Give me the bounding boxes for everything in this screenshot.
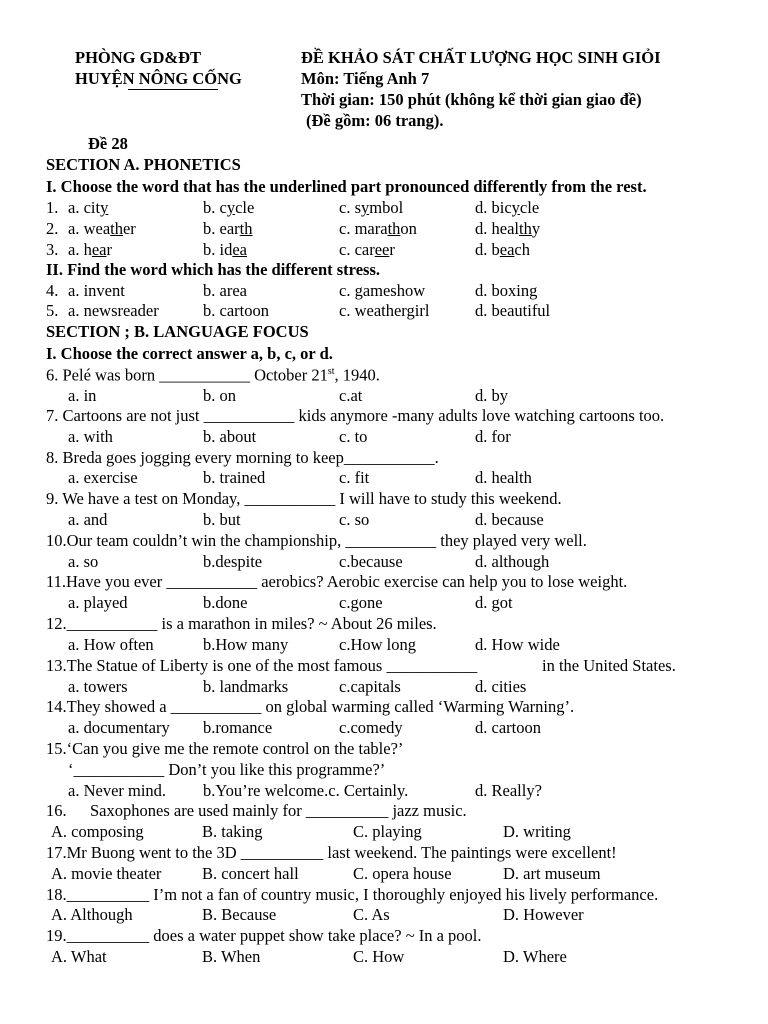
question-options [0, 907, 768, 927]
exam-title: ĐỀ KHẢO SÁT CHẤT LƯỢNG HỌC SINH GIỎI [301, 48, 661, 67]
option-a: A. What [51, 947, 107, 966]
option-b: b. cycle [203, 198, 255, 217]
option-c: c. marathon [339, 219, 417, 238]
stress-instruction: II. Find the word which has the different stress. [46, 260, 380, 279]
option-b: b.romance [203, 718, 273, 737]
question-number: 3. [46, 240, 59, 259]
option-d: d. because [475, 510, 544, 529]
option-b: B. concert hall [202, 864, 299, 883]
option-a: a. so [68, 552, 99, 571]
question-text: 10.Our team couldn’t win the championship, ___________ they played very well. [46, 531, 587, 550]
question-options [0, 949, 768, 969]
section-a-title: SECTION A. PHONETICS [46, 155, 241, 174]
question-options [0, 866, 768, 886]
option-a: a. newsreader [68, 301, 159, 320]
question-text: Saxophones are used mainly for __________ jazz music. [90, 801, 467, 820]
option-a: a. invent [68, 281, 125, 300]
header-divider [128, 89, 218, 90]
option-d: d. beach [475, 240, 530, 259]
option-b: B. Because [202, 905, 277, 924]
option-a: A. movie theater [51, 864, 162, 883]
option-c: c. fit [339, 468, 370, 487]
question-text: 15.‘Can you give me the remote control on the table?’ [46, 739, 404, 758]
option-a: a. in [68, 386, 97, 405]
question-row [0, 242, 768, 262]
option-c: c.capitals [339, 677, 401, 696]
option-d: d. got [475, 593, 513, 612]
option-a: A. Although [51, 905, 133, 924]
option-a: a. documentary [68, 718, 170, 737]
question-text: 12.___________ is a marathon in miles? ~ About 26 miles. [46, 614, 437, 633]
option-a: a. with [68, 427, 113, 446]
option-d: d. beautiful [475, 301, 551, 320]
question-options [0, 783, 768, 803]
question-text-tail: in the United States. [542, 656, 676, 675]
question-text: 13.The Statue of Liberty is one of the most famous ___________ [46, 656, 478, 675]
option-d: D. However [503, 905, 584, 924]
option-d: d. cities [475, 677, 527, 696]
question-options [0, 512, 768, 532]
question-number: 2. [46, 219, 59, 238]
question-text: 19.__________ does a water puppet show take place? ~ In a pool. [46, 926, 482, 945]
question-options [0, 429, 768, 449]
option-a: a. weather [68, 219, 136, 238]
option-b: b. on [203, 386, 236, 405]
option-d: d. bicycle [475, 198, 540, 217]
option-c: C. How [353, 947, 405, 966]
option-a: a. Never mind. [68, 781, 167, 800]
option-b: B. taking [202, 822, 263, 841]
question-row [0, 200, 768, 220]
option-d: d. cartoon [475, 718, 541, 737]
question-options [0, 720, 768, 740]
option-c: c.because [339, 552, 403, 571]
option-b: b.despite [203, 552, 263, 571]
option-c: C. opera house [353, 864, 452, 883]
question-text-line-2: ‘___________ Don’t you like this programme?’ [68, 760, 386, 779]
dept-line-2: HUYỆN NÔNG CỐNG [75, 69, 242, 88]
exam-subject: Môn: Tiếng Anh 7 [301, 69, 430, 88]
option-a: a. hear [68, 240, 112, 259]
question-options [0, 595, 768, 615]
question-text: 18.__________ I’m not a fan of country music, I thoroughly enjoyed his lively performance. [46, 885, 659, 904]
option-d: d. although [475, 552, 550, 571]
option-a: a. exercise [68, 468, 138, 487]
section-b-title: SECTION ; B. LANGUAGE FOCUS [46, 322, 309, 341]
phonetics-instruction: I. Choose the word that has the underlined part pronounced differently from the rest. [46, 177, 647, 196]
option-c: c. so [339, 510, 370, 529]
option-b: B. When [202, 947, 261, 966]
option-d: d. boxing [475, 281, 538, 300]
option-c: C. playing [353, 822, 422, 841]
question-options [0, 637, 768, 657]
option-c: c. weathergirl [339, 301, 430, 320]
option-c: c. to [339, 427, 368, 446]
option-b: b. cartoon [203, 301, 269, 320]
question-number: 1. [46, 198, 59, 217]
option-c: c. gameshow [339, 281, 426, 300]
option-c: c. career [339, 240, 395, 259]
option-b: b.How many [203, 635, 289, 654]
option-b: b. trained [203, 468, 266, 487]
option-d: d. How wide [475, 635, 560, 654]
exam-time: Thời gian: 150 phút (không kể thời gian giao đề) [301, 90, 642, 109]
question-text: 17.Mr Buong went to the 3D __________ last weekend. The paintings were excellent! [46, 843, 617, 862]
exam-pages: (Đề gồm: 06 trang). [306, 111, 444, 130]
option-a: a. How often [68, 635, 154, 654]
question-text: 7. Cartoons are not just ___________ kids anymore -many adults love watching cartoons too. [46, 406, 665, 425]
question-row [0, 221, 768, 241]
option-b-c: b.You’re welcome.c. Certainly. [203, 781, 409, 800]
option-c: c.gone [339, 593, 383, 612]
question-options [0, 679, 768, 699]
choice-instruction: I. Choose the correct answer a, b, c, or d. [46, 344, 333, 363]
question-number: 4. [46, 281, 59, 300]
question-options [0, 470, 768, 490]
option-b: b.done [203, 593, 248, 612]
option-a: A. composing [51, 822, 144, 841]
option-c: c.at [339, 386, 363, 405]
question-options [0, 554, 768, 574]
option-c: c.How long [339, 635, 416, 654]
exam-number: Đề 28 [88, 134, 128, 153]
option-d: D. writing [503, 822, 571, 841]
question-row [0, 303, 768, 323]
question-text: 11.Have you ever ___________ aerobics? Aerobic exercise can help you to lose weight. [46, 572, 628, 591]
question-row [0, 283, 768, 303]
option-b: b. about [203, 427, 257, 446]
option-d: d. health [475, 468, 532, 487]
option-a: a. towers [68, 677, 128, 696]
option-b: b. landmarks [203, 677, 289, 696]
option-d: d. Really? [475, 781, 542, 800]
option-a: a. played [68, 593, 128, 612]
option-a: a. city [68, 198, 109, 217]
question-number: 16. [46, 801, 67, 820]
option-d: D. art museum [503, 864, 601, 883]
option-c: c.comedy [339, 718, 403, 737]
option-c: C. As [353, 905, 390, 924]
option-b: b. idea [203, 240, 247, 259]
question-text: 8. Breda goes jogging every morning to keep___________. [46, 448, 439, 467]
question-number: 5. [46, 301, 59, 320]
question-options [0, 824, 768, 844]
option-a: a. and [68, 510, 108, 529]
option-c: c. symbol [339, 198, 404, 217]
question-text: 14.They showed a ___________ on global warming called ‘Warming Warning’. [46, 697, 575, 716]
option-b: b. area [203, 281, 247, 300]
question-text: 9. We have a test on Monday, ___________ I will have to study this weekend. [46, 489, 562, 508]
option-d: d. by [475, 386, 508, 405]
option-b: b. but [203, 510, 241, 529]
question-text: 6. Pelé was born ___________ October 21st, 1940. [46, 365, 380, 385]
option-d: d. healthy [475, 219, 541, 238]
option-d: D. Where [503, 947, 567, 966]
option-d: d. for [475, 427, 511, 446]
dept-line-1: PHÒNG GD&ĐT [75, 48, 202, 67]
option-b: b. earth [203, 219, 253, 238]
question-options [0, 388, 768, 408]
